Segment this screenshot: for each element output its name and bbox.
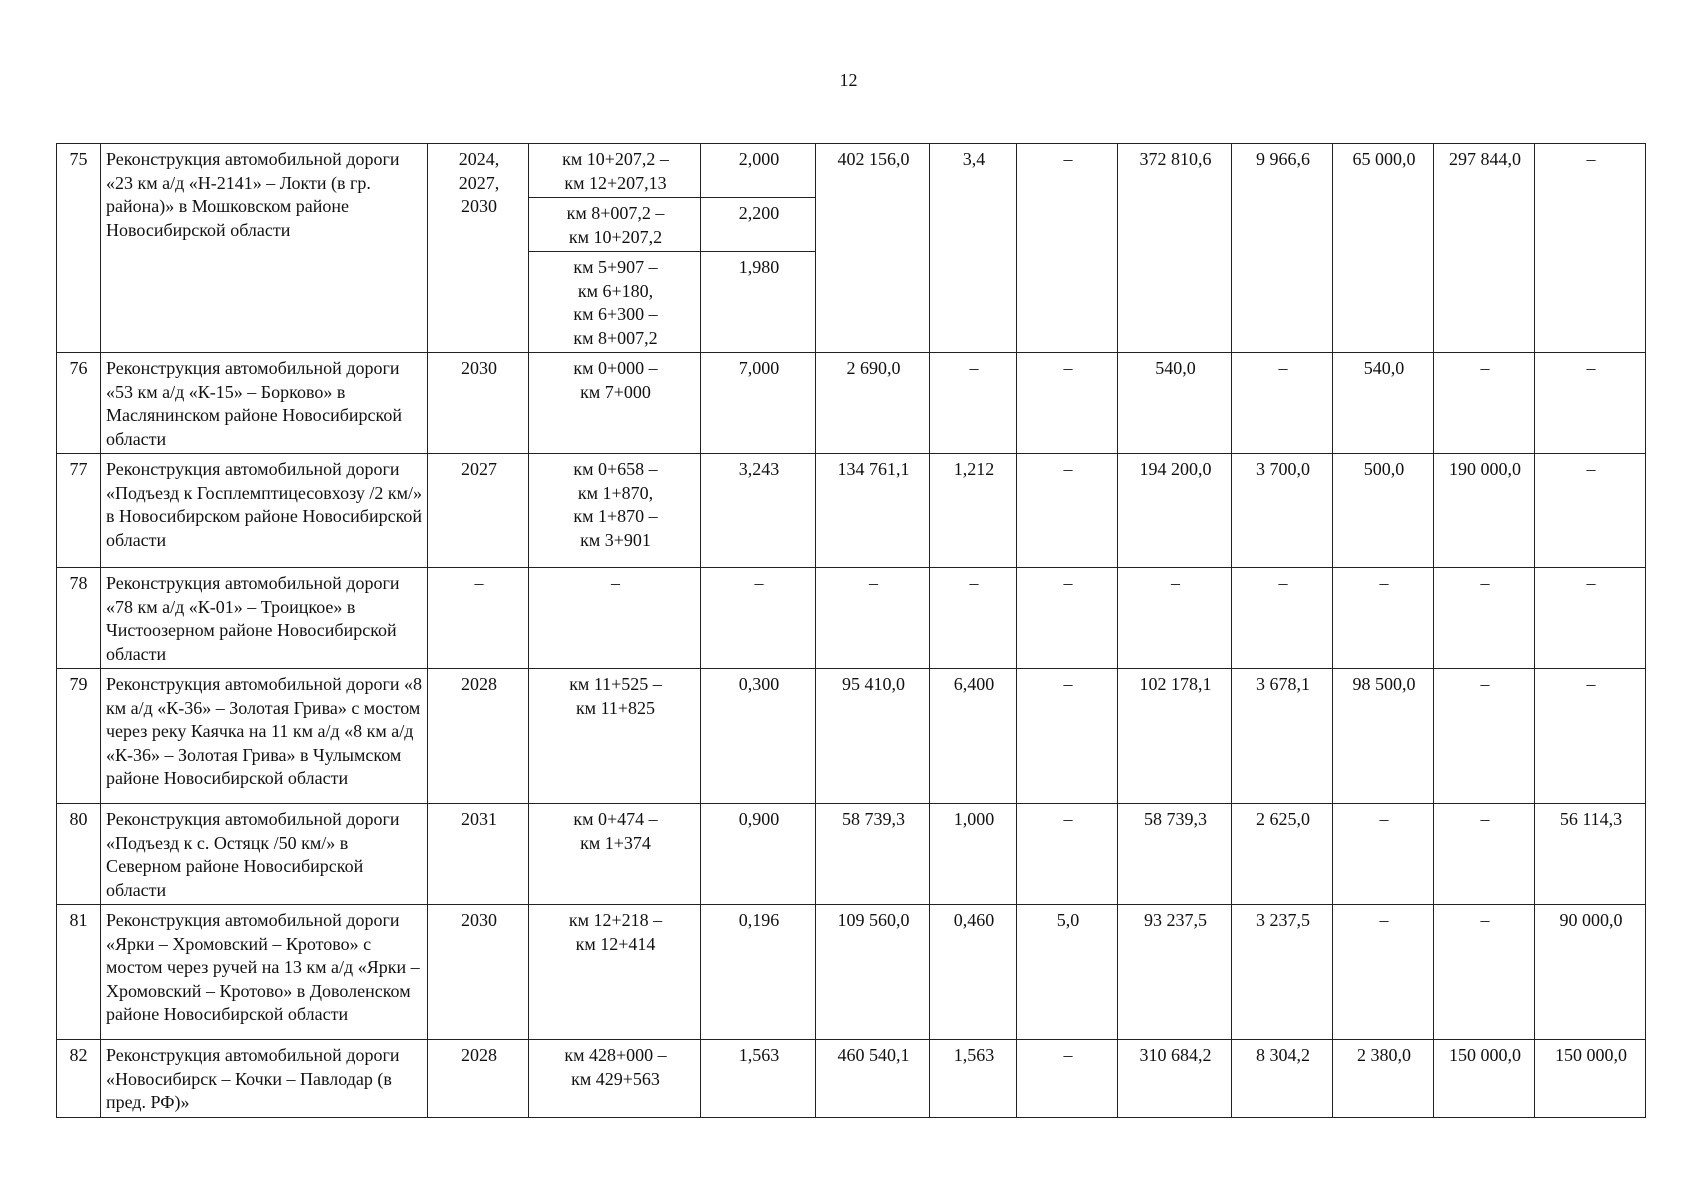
value-c4: 310 684,2	[1118, 1040, 1232, 1118]
road-name: Реконструкция автомобильной дороги «Ярки – Хромовский – Кротово» с мостом через ручей на 13 км а/д «Ярки – Хромовский – Кротово» в Доволенском районе Новосибирской области	[101, 905, 428, 1040]
road-name: Реконструкция автомобильной дороги «Подъезд к Госплемптицесовхозу /2 км/» в Новосибирском районе Новосибирской области	[101, 454, 428, 568]
value-c4: 93 237,5	[1118, 905, 1232, 1040]
segment-km: –	[529, 568, 701, 669]
segment-length: –	[701, 568, 816, 669]
row-number: 77	[57, 454, 101, 568]
value-c3: –	[1017, 804, 1118, 905]
value-c5: –	[1232, 353, 1333, 454]
value-c6: –	[1333, 905, 1434, 1040]
row-number: 78	[57, 568, 101, 669]
value-c8: 56 114,3	[1535, 804, 1646, 905]
value-c6: –	[1333, 804, 1434, 905]
table-row	[57, 669, 1646, 804]
value-c2: 3,4	[930, 144, 1017, 353]
segment-km: км 8+007,2 – км 10+207,2	[529, 198, 701, 252]
value-c8: 150 000,0	[1535, 1040, 1646, 1118]
value-c8: –	[1535, 454, 1646, 568]
value-c8: –	[1535, 568, 1646, 669]
value-c2: 1,212	[930, 454, 1017, 568]
construction-years: 2024, 2027, 2030	[428, 144, 529, 353]
value-c8: 90 000,0	[1535, 905, 1646, 1040]
value-c5: 3 700,0	[1232, 454, 1333, 568]
road-name: Реконструкция автомобильной дороги «78 км а/д «К-01» – Троицкое» в Чистоозерном районе Новосибирской области	[101, 568, 428, 669]
value-c5: 3 678,1	[1232, 669, 1333, 804]
construction-years: 2030	[428, 905, 529, 1040]
value-c6: 65 000,0	[1333, 144, 1434, 353]
value-c2: 0,460	[930, 905, 1017, 1040]
row-number: 82	[57, 1040, 101, 1118]
segment-km: км 0+474 – км 1+374	[529, 804, 701, 905]
row-number: 80	[57, 804, 101, 905]
segment-length: 2,200	[701, 198, 816, 252]
road-name: Реконструкция автомобильной дороги «23 км а/д «Н-2141» – Локти (в гр. района)» в Мошковском районе Новосибирской области	[101, 144, 428, 353]
segment-km: км 10+207,2 – км 12+207,13	[529, 144, 701, 198]
value-c1: 95 410,0	[816, 669, 930, 804]
value-c1: 402 156,0	[816, 144, 930, 353]
value-c2: –	[930, 568, 1017, 669]
value-c4: 102 178,1	[1118, 669, 1232, 804]
value-c2: 1,563	[930, 1040, 1017, 1118]
value-c4: 194 200,0	[1118, 454, 1232, 568]
value-c6: 2 380,0	[1333, 1040, 1434, 1118]
value-c7: –	[1434, 353, 1535, 454]
segment-length: 1,980	[701, 252, 816, 353]
road-name: Реконструкция автомобильной дороги «53 км а/д «К-15» – Борково» в Маслянинском районе Новосибирской области	[101, 353, 428, 454]
value-c5: 9 966,6	[1232, 144, 1333, 353]
construction-years: 2028	[428, 669, 529, 804]
construction-years: 2027	[428, 454, 529, 568]
value-c4: 58 739,3	[1118, 804, 1232, 905]
row-number: 76	[57, 353, 101, 454]
value-c3: –	[1017, 669, 1118, 804]
value-c7: 150 000,0	[1434, 1040, 1535, 1118]
segment-length: 1,563	[701, 1040, 816, 1118]
value-c3: –	[1017, 1040, 1118, 1118]
value-c5: 2 625,0	[1232, 804, 1333, 905]
row-number: 81	[57, 905, 101, 1040]
construction-years: 2028	[428, 1040, 529, 1118]
value-c6: 500,0	[1333, 454, 1434, 568]
value-c1: 460 540,1	[816, 1040, 930, 1118]
value-c3: –	[1017, 568, 1118, 669]
value-c4: 540,0	[1118, 353, 1232, 454]
value-c5: 3 237,5	[1232, 905, 1333, 1040]
table-row	[57, 804, 1646, 905]
value-c2: 1,000	[930, 804, 1017, 905]
road-reconstruction-table	[56, 143, 1646, 1118]
road-name: Реконструкция автомобильной дороги «Подъезд к с. Остяцк /50 км/» в Северном районе Новосибирской области	[101, 804, 428, 905]
value-c1: 58 739,3	[816, 804, 930, 905]
value-c3: 5,0	[1017, 905, 1118, 1040]
table-row	[57, 1040, 1646, 1118]
table-row	[57, 905, 1646, 1040]
value-c7: 297 844,0	[1434, 144, 1535, 353]
segment-km: км 0+000 – км 7+000	[529, 353, 701, 454]
construction-years: 2031	[428, 804, 529, 905]
table-row	[57, 454, 1646, 568]
value-c1: –	[816, 568, 930, 669]
segment-km: км 428+000 – км 429+563	[529, 1040, 701, 1118]
value-c3: –	[1017, 353, 1118, 454]
value-c2: 6,400	[930, 669, 1017, 804]
construction-years: 2030	[428, 353, 529, 454]
segment-length: 2,000	[701, 144, 816, 198]
road-name: Реконструкция автомобильной дороги «Новосибирск – Кочки – Павлодар (в пред. РФ)»	[101, 1040, 428, 1118]
value-c2: –	[930, 353, 1017, 454]
segment-km: км 11+525 – км 11+825	[529, 669, 701, 804]
value-c6: –	[1333, 568, 1434, 669]
value-c6: 98 500,0	[1333, 669, 1434, 804]
segment-length: 7,000	[701, 353, 816, 454]
value-c5: 8 304,2	[1232, 1040, 1333, 1118]
value-c7: –	[1434, 669, 1535, 804]
segment-length: 0,900	[701, 804, 816, 905]
segment-length: 3,243	[701, 454, 816, 568]
row-number: 79	[57, 669, 101, 804]
table-row	[57, 353, 1646, 454]
value-c5: –	[1232, 568, 1333, 669]
value-c7: –	[1434, 905, 1535, 1040]
value-c6: 540,0	[1333, 353, 1434, 454]
value-c1: 109 560,0	[816, 905, 930, 1040]
page-number: 12	[839, 70, 858, 90]
segment-length: 0,300	[701, 669, 816, 804]
row-number: 75	[57, 144, 101, 353]
value-c1: 2 690,0	[816, 353, 930, 454]
value-c7: –	[1434, 804, 1535, 905]
construction-years: –	[428, 568, 529, 669]
value-c8: –	[1535, 669, 1646, 804]
value-c3: –	[1017, 454, 1118, 568]
table-row	[57, 568, 1646, 669]
segment-km: км 0+658 – км 1+870, км 1+870 – км 3+901	[529, 454, 701, 568]
road-name: Реконструкция автомобильной дороги «8 км а/д «К-36» – Золотая Грива» с мостом через реку Каячка на 11 км а/д «8 км а/д «К-36» – Золотая Грива» в Чулымском районе Новосибирской области	[101, 669, 428, 804]
value-c4: –	[1118, 568, 1232, 669]
value-c7: 190 000,0	[1434, 454, 1535, 568]
table-row	[57, 144, 1646, 198]
segment-km: км 5+907 – км 6+180, км 6+300 – км 8+007,2	[529, 252, 701, 353]
value-c4: 372 810,6	[1118, 144, 1232, 353]
value-c7: –	[1434, 568, 1535, 669]
segment-length: 0,196	[701, 905, 816, 1040]
value-c8: –	[1535, 353, 1646, 454]
value-c1: 134 761,1	[816, 454, 930, 568]
segment-km: км 12+218 – км 12+414	[529, 905, 701, 1040]
value-c3: –	[1017, 144, 1118, 353]
value-c8: –	[1535, 144, 1646, 353]
